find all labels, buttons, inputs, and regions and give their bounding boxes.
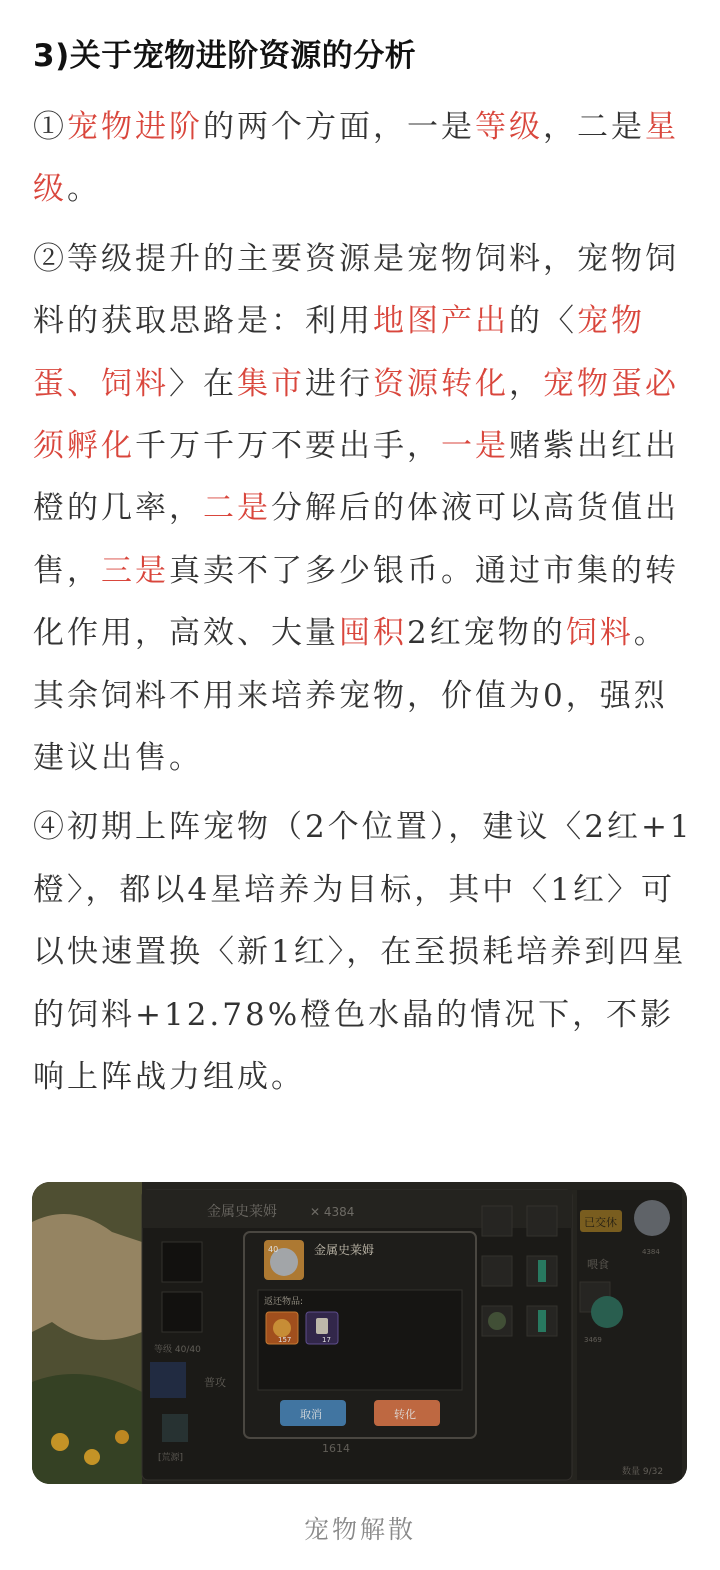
item2-count: 17 <box>322 1336 331 1344</box>
article-body <box>33 0 693 1109</box>
text-run: 。 <box>67 171 101 208</box>
text-run: ②等级提升的主要资源是宠物饲料，宠物饲料的获取思路是：利用 <box>33 240 679 340</box>
text-run: 进行 <box>305 365 373 402</box>
text-run: 赌紫出红出橙的几率， <box>33 428 679 527</box>
highlight-map-output: 地图产出 <box>373 303 509 340</box>
dialog-title: 金属史莱姆 <box>314 1243 375 1257</box>
returned-label: 返还物品: <box>264 1297 304 1307</box>
highlight-eggs-feed: 宠物蛋、饲料 <box>33 303 645 402</box>
paragraph-4: ④初期上阵宠物（2个位置），建议〈2红+1橙〉，都以4星培养为目标，其中〈1红〉可以快速置换〈新1红〉，在至损耗培养到四星的饲料+12.78%橙色水晶的情况下，不影响上阵战力组成。 <box>33 809 693 1096</box>
image-caption: 宠物解散 <box>303 1515 416 1544</box>
highlight-first: 一是 <box>441 428 509 465</box>
highlight-second: 二是 <box>203 490 271 527</box>
panel-count: ✕ 4384 <box>310 1205 355 1219</box>
text-run: ， <box>509 365 543 402</box>
highlight-level: 等级 <box>475 109 543 145</box>
text-run: 2红宠物的 <box>407 615 566 652</box>
highlight-market: 集市 <box>237 365 305 402</box>
page-indicator: 数量 9/32 <box>622 1467 664 1477</box>
skill-label: 普攻 <box>204 1376 226 1389</box>
pet-level-badge: 40 <box>268 1245 279 1254</box>
paragraph-2 <box>33 228 693 790</box>
stat-value: 1614 <box>322 1442 350 1455</box>
text-run: ① <box>33 109 67 145</box>
side-label: 喂食 <box>587 1258 609 1271</box>
section-title: 3)关于宠物进阶资源的分析 <box>33 38 417 74</box>
side-button-label: 已交休 <box>584 1216 617 1229</box>
paragraph-1 <box>33 96 693 221</box>
text-run: 的两个方面，一是 <box>203 109 475 145</box>
text-run: 分解后的体液可以高货值出售， <box>33 490 679 589</box>
text-run: ，二是 <box>543 109 645 145</box>
highlight-hoard: 囤积 <box>339 615 407 652</box>
panel-title: 金属史莱姆 <box>207 1204 277 1220</box>
text-run: 的〈 <box>509 303 577 340</box>
game-screenshot <box>32 1182 687 1484</box>
side-small-count2: 3469 <box>584 1336 602 1344</box>
item1-count: 157 <box>278 1336 292 1344</box>
convert-button-label: 转化 <box>394 1408 416 1421</box>
side-small-count: 4384 <box>642 1248 660 1256</box>
text-run: 真卖不了多少银币。通过市集的转化作用，高效、大量 <box>33 552 679 652</box>
highlight-star: 星级 <box>33 109 679 208</box>
highlight-third: 三是 <box>101 552 169 589</box>
level-label: 等级 40/40 <box>154 1345 201 1355</box>
highlight-pet-advance: 宠物进阶 <box>67 109 203 145</box>
text-run: 。其余饲料不用来培养宠物，价值为0，强烈建议出售。 <box>33 615 668 777</box>
highlight-feed: 饲料 <box>565 615 634 652</box>
highlight-must-hatch: 宠物蛋必须孵化 <box>33 365 679 465</box>
highlight-resource-convert: 资源转化 <box>373 365 509 402</box>
text-run: 〉在 <box>169 365 237 402</box>
text-run: 千万千万不要出手， <box>135 428 441 465</box>
cancel-button-label: 取消 <box>300 1408 322 1421</box>
bottom-tag: [荒源] <box>158 1453 184 1463</box>
